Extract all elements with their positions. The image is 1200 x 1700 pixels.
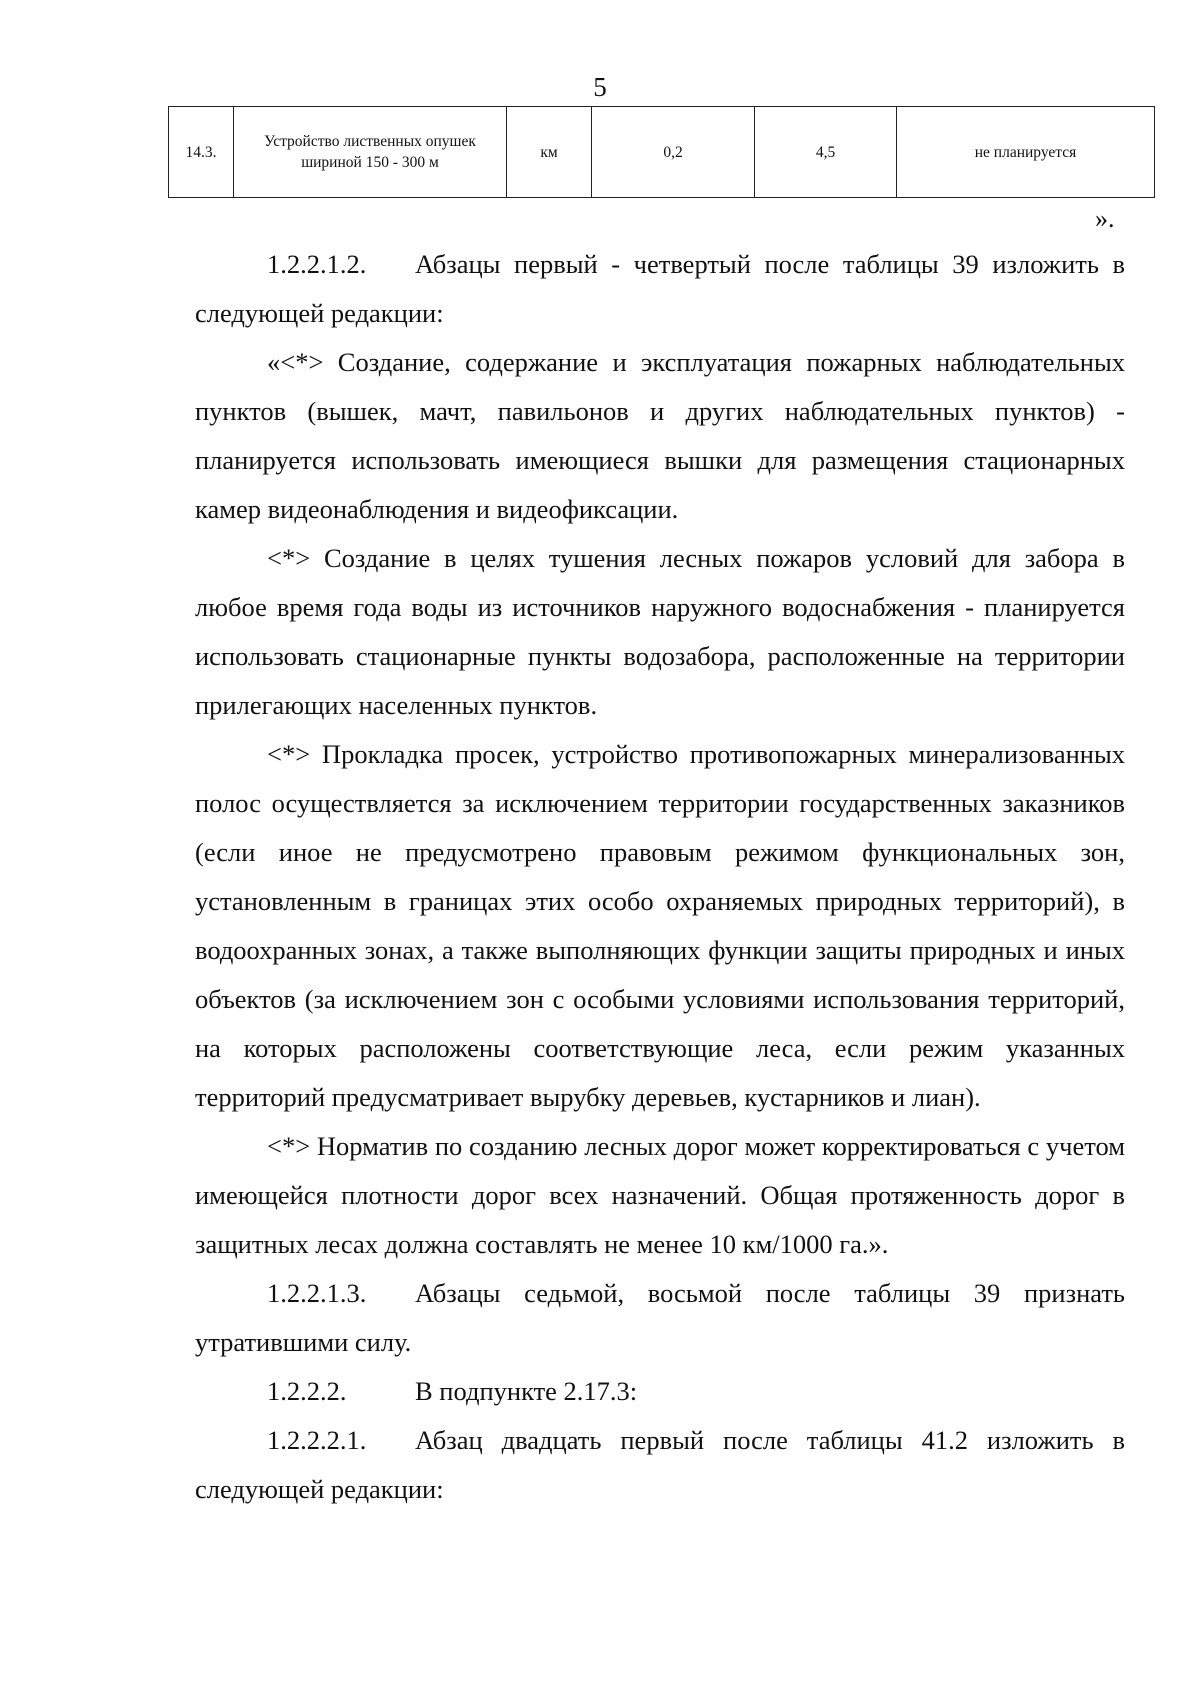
clause-number: 1.2.2.1.3. <box>267 1278 367 1308</box>
paragraph-text: Абзац двадцать первый после таблицы 41.2 изложить в следующей редакции: <box>195 1425 1125 1504</box>
clause-number: 1.2.2.1.2. <box>267 249 367 279</box>
paragraph <box>195 534 1125 730</box>
measure-name-cell <box>234 107 507 198</box>
paragraph <box>195 730 1125 1122</box>
measure-name-line: Устройство лиственных опушек <box>264 133 476 150</box>
unit-cell: км <box>507 107 592 198</box>
forest-measures-table <box>168 106 1155 198</box>
paragraph <box>195 240 1125 338</box>
paragraph <box>195 1367 1125 1416</box>
paragraph-text: <*> Норматив по созданию лесных дорог может корректироваться с учетом имеющейся плотности дорог всех назначений. Общая протяженность дорог в защитных лесах должна составлять не менее 10 км/1000 га.». <box>195 1131 1125 1259</box>
clause-number: 1.2.2.2. <box>267 1376 347 1406</box>
paragraph <box>195 338 1125 534</box>
measure-name-line: шириной 150 - 300 м <box>301 154 439 171</box>
paragraph <box>195 1416 1125 1514</box>
paragraph-text: Абзацы первый - четвертый после таблицы 39 изложить в следующей редакции: <box>195 249 1125 328</box>
closing-quote: ». <box>1095 204 1115 233</box>
paragraph-text: <*> Создание в целях тушения лесных пожаров условий для забора в любое время года воды из источников наружного водоснабжения - планируется использовать стационарные пункты водозабора, расположенные на территории прилегающих населенных пунктов. <box>195 543 1125 720</box>
row-number-cell: 14.3. <box>169 107 234 198</box>
paragraph-text: «<*> Создание, содержание и эксплуатация пожарных наблюдательных пунктов (вышек, мачт, павильонов и других наблюдательных пунктов) - планируется использовать имеющиеся вышки для размещения стационарных камер видеонаблюдения и видеофиксации. <box>195 347 1125 524</box>
value-cell: 4,5 <box>755 107 897 198</box>
paragraph-text: Абзацы седьмой, восьмой после таблицы 39 признать утратившими силу. <box>195 1278 1125 1357</box>
paragraph-text: <*> Прокладка просек, устройство противопожарных минерализованных полос осуществляется за исключением территории государственных заказников (если иное не предусмотрено правовым режимом функциональных зон, установленным в границах этих особо охраняемых природных территорий), в водоохранных зонах, а также выполняющих функции защиты природных и иных объектов (за исключением зон с особыми условиями использования территорий, на которых расположены соответствующие леса, если режим указанных территорий предусматривает вырубку деревьев, кустарников и лиан). <box>195 739 1125 1112</box>
page-number: 5 <box>593 72 607 102</box>
table-row <box>169 107 1155 198</box>
clause-number: 1.2.2.2.1. <box>267 1425 367 1455</box>
paragraph-text: В подпункте 2.17.3: <box>415 1376 638 1406</box>
paragraph <box>195 1122 1125 1269</box>
value-cell: 0,2 <box>592 107 755 198</box>
body-text <box>195 240 1125 1514</box>
note-cell: не планируется <box>897 107 1155 198</box>
paragraph <box>195 1269 1125 1367</box>
